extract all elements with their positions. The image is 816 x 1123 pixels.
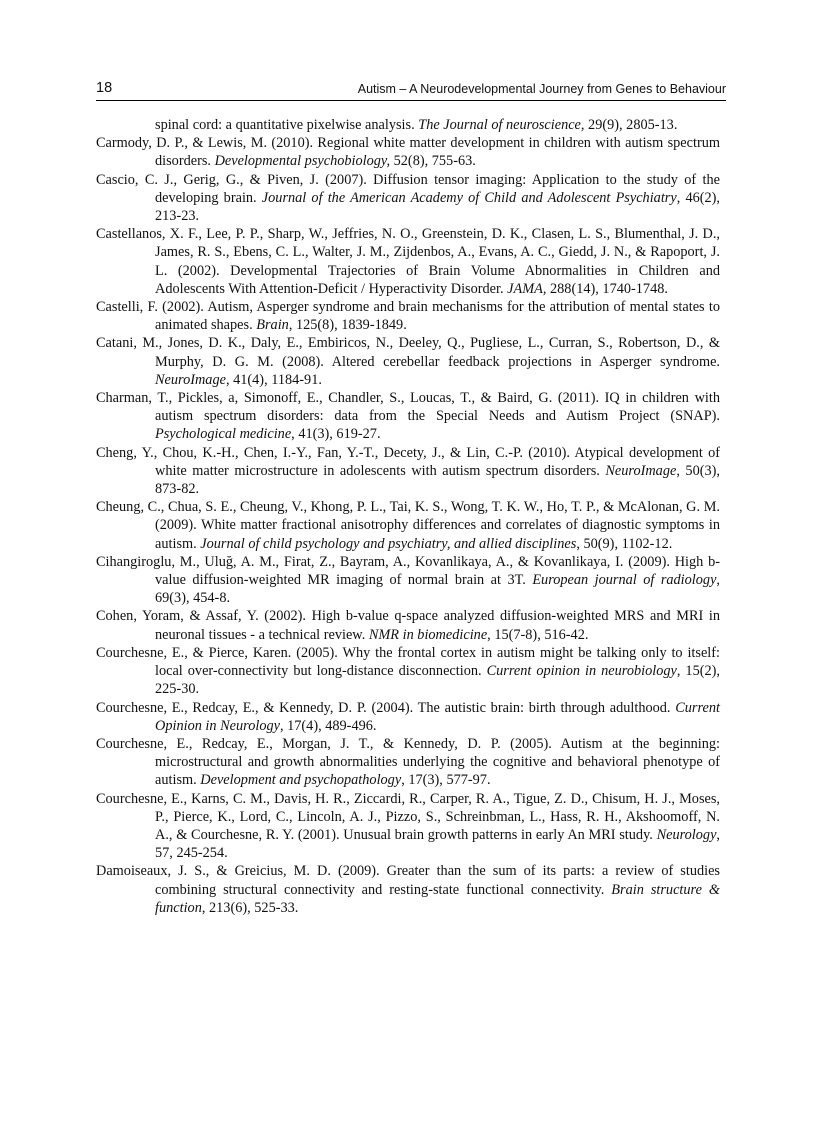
reference-entry: Cohen, Yoram, & Assaf, Y. (2002). High b-value q-space analyzed diffusion-weighted MRS and MRI in neuronal tissues - a technical review. NMR in biomedicine, 15(7-8), 516-42. [96,608,720,643]
running-header [96,80,726,101]
reference-entry: Cihangiroglu, M., Uluğ, A. M., Firat, Z., Bayram, A., Kovanlikaya, A., & Kovanlikaya, I. (2009). High b-value diffusion-weighted MR imaging of normal brain at 3T. European journal of radiology, 69(3), 454-8. [96,553,720,607]
reference-entry: Courchesne, E., Redcay, E., Morgan, J. T., & Kennedy, D. P. (2005). Autism at the beginning: microstructural and growth abnormalities underlying the cognitive and behavioral phenotype of autism. Development and psychopathology, 17(3), 577-97. [96,735,720,789]
reference-entry: Courchesne, E., & Pierce, Karen. (2005). Why the frontal cortex in autism might be talking only to itself: local over-connectivity but long-distance disconnection. Current opinion in neurobiology, 15(2), 225-30. [96,644,720,698]
reference-entry: Courchesne, E., Karns, C. M., Davis, H. R., Ziccardi, R., Carper, R. A., Tigue, Z. D., Chisum, H. J., Moses, P., Pierce, K., Lord, C., Lincoln, A. J., Pizzo, S., Schreinbman, L., Hass, R. H., Akshoomoff, N. A., & Courchesne, R. Y. (2001). Unusual brain growth patterns in early An MRI study. Neurology, 57, 245-254. [96,790,720,862]
reference-entry: Castellanos, X. F., Lee, P. P., Sharp, W., Jeffries, N. O., Greenstein, D. K., Clasen, L. S., Blumenthal, J. D., James, R. S., Ebens, C. L., Walter, J. M., Zijdenbos, A., Evans, A. C., Giedd, J. N., & Rapoport, J. L. (2002). Developmental Trajectories of Brain Volume Abnormalities in Children and Adolescents With Attention-Deficit / Hyperactivity Disorder. JAMA, 288(14), 1740-1748. [96,226,720,297]
reference-entry: Cascio, C. J., Gerig, G., & Piven, J. (2007). Diffusion tensor imaging: Application to the study of the developing brain. Journal of the American Academy of Child and Adolescent Psychiatry, 46(2), 213-23. [96,171,720,225]
reference-entry: Charman, T., Pickles, a, Simonoff, E., Chandler, S., Loucas, T., & Baird, G. (2011). IQ in children with autism spectrum disorders: data from the Special Needs and Autism Project (SNAP). Psychological medicine, 41(3), 619-27. [96,390,720,443]
page-number: 18 [96,80,113,96]
reference-entry: Castelli, F. (2002). Autism, Asperger syndrome and brain mechanisms for the attribution of mental states to animated shapes. Brain, 125(8), 1839-1849. [96,299,720,334]
reference-entry: Courchesne, E., Redcay, E., & Kennedy, D. P. (2004). The autistic brain: birth through adulthood. Current Opinion in Neurology, 17(4), 489-496. [96,699,720,734]
running-title: Autism – A Neurodevelopmental Journey from Genes to Behaviour [357,82,726,96]
reference-entry: Cheung, C., Chua, S. E., Cheung, V., Khong, P. L., Tai, K. S., Wong, T. K. W., Ho, T. P., & McAlonan, G. M. (2009). White matter fractional anisotrophy differences and correlates of diagnostic symptoms in autism. Journal of child psychology and psychiatry, and allied disciplines, 50(9), 1102-12. [96,499,720,552]
reference-entry: Damoiseaux, J. S., & Greicius, M. D. (2009). Greater than the sum of its parts: a review of studies combining structural connectivity and resting-state functional connectivity. Brain structure & function, 213(6), 525-33. [96,863,720,916]
reference-list [96,116,720,917]
reference-entry: spinal cord: a quantitative pixelwise analysis. The Journal of neuroscience, 29(9), 2805-13. [155,117,678,133]
reference-entry: Catani, M., Jones, D. K., Daly, E., Embiricos, N., Deeley, Q., Pugliese, L., Curran, S., Robertson, D., & Murphy, D. G. M. (2008). Altered cerebellar feedback projections in Asperger syndrome. NeuroImage, 41(4), 1184-91. [96,335,720,388]
reference-entry: Carmody, D. P., & Lewis, M. (2010). Regional white matter development in children with autism spectrum disorders. Developmental psychobiology, 52(8), 755-63. [96,135,720,170]
reference-entry: Cheng, Y., Chou, K.-H., Chen, I.-Y., Fan, Y.-T., Decety, J., & Lin, C.-P. (2010). Atypical development of white matter microstructure in adolescents with autism spectrum disorders. NeuroImage, 50(3), 873-82. [96,444,720,498]
